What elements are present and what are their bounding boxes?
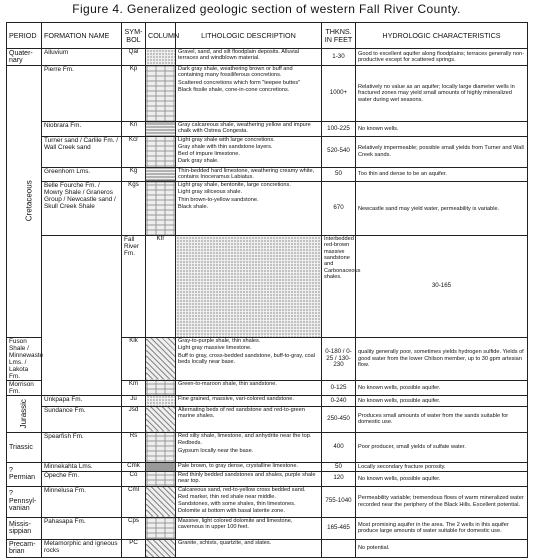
formation-symbol: Rs [122, 432, 146, 462]
hydrology: quality generally poor, sometimes yields hydrogen sulfide. Yields of good water from the lower Chilson member, up to 30 gpm artesian flow. [356, 337, 528, 380]
formation-name: Unkpapa Fm. [42, 395, 122, 406]
formation-symbol: Kfr [146, 236, 176, 338]
formation-symbol: Kgs [122, 182, 146, 236]
column-pattern [146, 167, 176, 182]
thickness: 0-180 / 0-25 / 130-230 [322, 337, 356, 380]
table-row [7, 136, 528, 167]
lithology: Fine grained, massive, vari-colored sandstone. [176, 395, 322, 406]
period-jurassic: Jurassic [7, 395, 42, 432]
period-cretaceous: Cretaceous [7, 66, 42, 338]
formation-symbol: Cml [122, 486, 146, 517]
formation-symbol: Kcr [122, 136, 146, 167]
formation-name: Belle Fourche Fm. / Mowry Shale / Graneros Group / Newcastle sand / Skull Creek Shale [42, 182, 122, 236]
column-pattern [146, 432, 176, 462]
formation-symbol: Cps [122, 517, 146, 539]
header-thickness: THKNS. IN FEET [322, 23, 356, 49]
hydrology: Relatively no value as an aquifer; locally large diameter wells in fractured zones may yield small amounts of highly mineralized water during wet seasons. [356, 66, 528, 122]
lithology: Pale brown, to gray dense, crystalline limestone. [176, 462, 322, 471]
hydrology: Locally secondary fracture porosity. [356, 462, 528, 471]
column-pattern [146, 122, 176, 137]
column-pattern [146, 462, 176, 471]
table-row [7, 395, 528, 406]
hydrology: No potential. [356, 539, 528, 557]
column-pattern [146, 380, 176, 395]
header-column: COLUMN [146, 23, 176, 49]
period-mississippian: Missis-sippian [7, 517, 42, 539]
formation-symbol: Km [122, 380, 146, 395]
formation-symbol: Cmk [122, 462, 146, 471]
lithology: Green-to-maroon shale, thin sandstone. [176, 380, 322, 395]
header-period: PERIOD [7, 23, 42, 49]
hydrology: Too thin and dense to be an aquifer. [356, 167, 528, 182]
formation-symbol: Kp [122, 66, 146, 122]
thickness: 50 [322, 167, 356, 182]
lithology: Calcareous sand, red-to-yellow cross bedded sand. Red marker, thin red shale near middle. Sandstones, with some shales, thin limestones. Dolomite at bottom with basal laterite zone. [176, 486, 322, 517]
lithology: Granite, schists, quartzite, and slates. [176, 539, 322, 557]
column-pattern [146, 539, 176, 557]
thickness: 670 [322, 182, 356, 236]
period-pennsylvanian: ? Pennsyl-vanian [7, 486, 42, 517]
lithology: Gravel, sand, and silt floodplain deposits. Alluvial terraces and windblown material. [176, 49, 322, 66]
thickness: 520-540 [322, 136, 356, 167]
formation-name: Spearfish Fm. [42, 432, 122, 462]
hydrology: No known wells, possible aquifer. [356, 380, 528, 395]
hydrology: Good to excellent aquifer along floodplains; terraces generally non-productive except for scattered springs. [356, 49, 528, 66]
formation-symbol: Ju [122, 395, 146, 406]
lithology: Gray-to-purple shale, thin shales. Light gray massive limestone. Buff to gray, cross-bedded sandstone, buff-to-gray, coal beds locally near base. [176, 337, 322, 380]
hydrology: No known wells. [356, 122, 528, 137]
header-hydrology: HYDROLOGIC CHARACTERISTICS [356, 23, 528, 49]
thickness: 755-1040 [322, 486, 356, 517]
thickness: 50 [322, 462, 356, 471]
table-row [7, 406, 528, 432]
lithology: Gray calcareous shale, weathering yellow and impure chalk with Ostrea Congesta. [176, 122, 322, 137]
table-row [7, 122, 528, 137]
formation-name: Minnelusa Fm. [42, 486, 122, 517]
formation-name: Minnekahta Lms. [42, 462, 122, 471]
column-pattern [146, 395, 176, 406]
formation-name: Metamorphic and igneous rocks [42, 539, 122, 557]
header-formation: FORMATION NAME [42, 23, 122, 49]
period-quaternary: Quater-nary [7, 49, 42, 66]
table-row [7, 432, 528, 462]
formation-name: Pahasapa Fm. [42, 517, 122, 539]
formation-symbol: Klk [122, 337, 146, 380]
formation-name: Fuson Shale / Minnewaste Lms. / Lakota Fm. [7, 337, 42, 380]
hydrology: Permeability variable; tremendous flows of warm mineralized water recorded near the periphery of the Black Hills. Excellent potential. [356, 486, 528, 517]
thickness: 30-165 [356, 236, 528, 338]
formation-name: Pierre Fm. [42, 66, 122, 122]
thickness: 0-240 [322, 395, 356, 406]
thickness: 250-450 [322, 406, 356, 432]
formation-name: Niobrara Fm. [42, 122, 122, 137]
column-pattern [146, 406, 176, 432]
lithology: Interbedded red-brown massive sandstone and Carbonaceous shales. [322, 236, 356, 338]
thickness: 1-30 [322, 49, 356, 66]
thickness: 1000+ [322, 66, 356, 122]
lithology: Dark gray shale, weathering brown or buff and containing many fossiliferous concretions. Scattered concretions which form "teepee buttes" Black fissile shale, cone-in-cone concretions. [176, 66, 322, 122]
hydrology: No known wells, possible aquifer. [356, 395, 528, 406]
formation-name: Alluvium [42, 49, 122, 66]
lithology: Massive, light colored dolomite and limestone, cavernous in upper 100 feet. [176, 517, 322, 539]
table-row [7, 167, 528, 182]
hydrology: No known wells, possible aquifer. [356, 471, 528, 486]
table-row [7, 462, 528, 471]
table-row [7, 471, 528, 486]
formation-name: Morrison Fm. [7, 380, 42, 395]
formation-name: Sundance Fm. [42, 406, 122, 432]
formation-name: Fall River Fm. [122, 236, 146, 338]
period-triassic: Triassic [7, 432, 42, 462]
column-pattern [146, 337, 176, 380]
formation-symbol: Jsd [122, 406, 146, 432]
lithology: Alternating beds of red sandstone and red-to-green marine shales. [176, 406, 322, 432]
period-precambrian: Precam-brian [7, 539, 42, 557]
column-pattern [146, 136, 176, 167]
column-pattern [146, 471, 176, 486]
header-lithology: LITHOLOGIC DESCRIPTION [176, 23, 322, 49]
period-cretaceous-lower [42, 236, 122, 396]
geologic-section-table [6, 22, 528, 558]
column-pattern [176, 236, 322, 338]
table-row [7, 486, 528, 517]
table-row [7, 66, 528, 122]
hydrology: Relatively impermeable; possible small yields from Turner and Wall Creek sands. [356, 136, 528, 167]
hydrology: Newcastle sand may yield water, permeability is variable. [356, 182, 528, 236]
lithology: Thin-bedded hard limestone, weathering creamy white, contains Inoceramus Labiatus. [176, 167, 322, 182]
formation-symbol: Kn [122, 122, 146, 137]
formation-name: Turner sand / Carlile Fm. / Wall Creek sand [42, 136, 122, 167]
thickness [322, 539, 356, 557]
thickness: 0-125 [322, 380, 356, 395]
column-pattern [146, 66, 176, 122]
thickness: 400 [322, 432, 356, 462]
table-row [7, 182, 528, 236]
figure-title: Figure 4. Generalized geologic section of western Fall River County. [72, 2, 461, 16]
hydrology: Most promising aquifer in the area. The 2 wells in this aquifer produce large amounts of water suitable for domestic use. [356, 517, 528, 539]
lithology: Light gray shale with large concretions. Gray shale with thin sandstone layers. Bed of impure limestone. Dark gray shale. [176, 136, 322, 167]
formation-name: Opeche Fm. [42, 471, 122, 486]
lithology: Red silty shale, limestone, and anhydrite near the top. Redbeds. Gypsum locally near the base. [176, 432, 322, 462]
column-pattern [146, 486, 176, 517]
column-pattern [146, 517, 176, 539]
formation-symbol: Co [122, 471, 146, 486]
hydrology: Produces small amounts of water from the sands suitable for domestic use. [356, 406, 528, 432]
thickness: 100-225 [322, 122, 356, 137]
thickness: 120 [322, 471, 356, 486]
table-row [7, 517, 528, 539]
thickness: 165-465 [322, 517, 356, 539]
table-row [7, 49, 528, 66]
column-pattern [146, 182, 176, 236]
formation-symbol: PC [122, 539, 146, 557]
table-row [7, 539, 528, 557]
formation-name: Greenhorn Lms. [42, 167, 122, 182]
lithology: Light gray shale, bentonite, large concretions. Light gray siliceous shale. Thin brown-to-yellow sandstone. Black shale. [176, 182, 322, 236]
formation-symbol: Qal [122, 49, 146, 66]
header-symbol: SYM-BOL [122, 23, 146, 49]
table-row [7, 236, 528, 338]
hydrology: Poor producer, small yields of sulfate water. [356, 432, 528, 462]
lithology: Red thinly bedded sandstones and shales, purple shale near top. [176, 471, 322, 486]
period-permian: ? Permian [7, 462, 42, 486]
column-pattern [146, 49, 176, 66]
formation-symbol: Kg [122, 167, 146, 182]
header-row [7, 23, 528, 49]
